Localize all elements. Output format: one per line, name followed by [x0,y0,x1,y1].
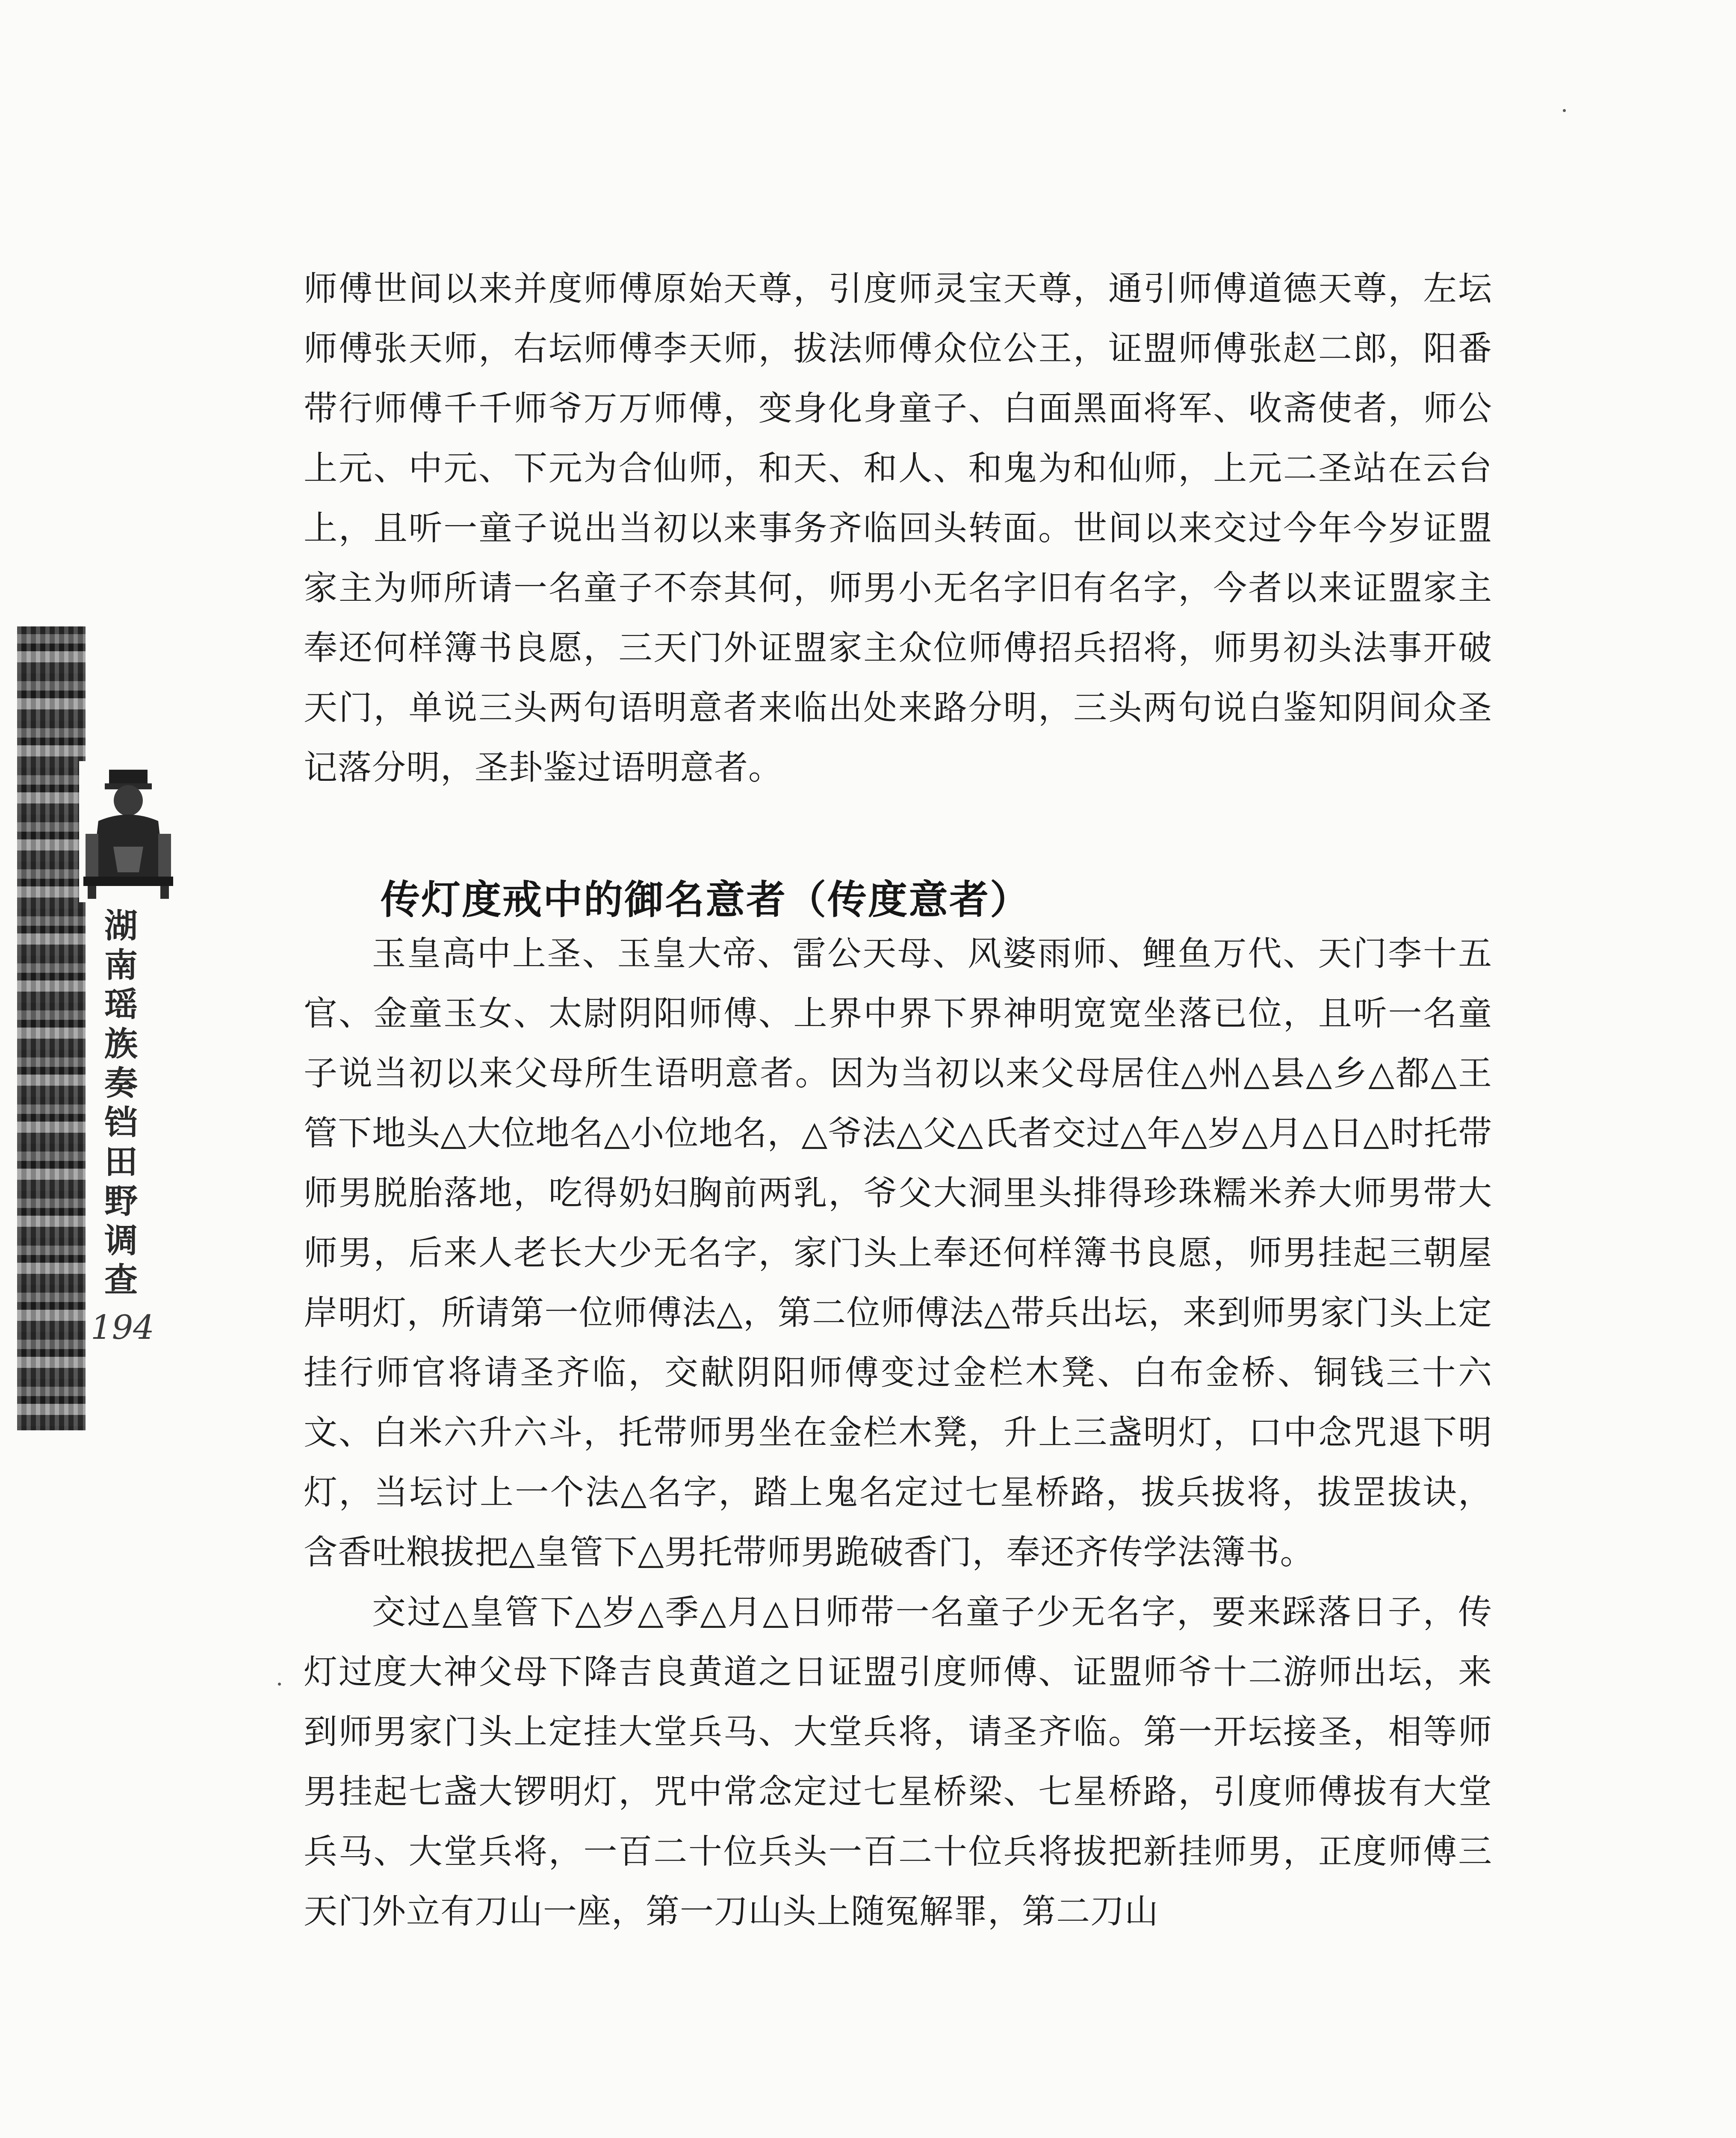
scan-speck [278,1683,281,1686]
text-block-section [304,924,1492,1941]
page-number: 194 [91,1308,154,1347]
scan-speck [1563,109,1566,112]
decorative-border [17,626,86,1430]
section-heading: 传灯度戒中的御名意者（传度意者） [381,877,1031,923]
book-title-vertical: 湖南瑶族奏铛田野调查 [104,907,138,1299]
text-block-top [304,259,1492,797]
paragraph: 交过△皇管下△岁△季△月△日师带一名童子少无名字，要来踩落日子，传灯过度大神父母下降吉良黄道之日证盟引度师傅、证盟师爷十二游师出坛，来到师男家门头上定挂大堂兵马、大堂兵将，请圣齐临。第一开坛接圣，相等师男挂起七盏大锣明灯，咒中常念定过七星桥梁、七星桥路，引度师傅拔有大堂兵马、大堂兵将，一百二十位兵头一百二十位兵将拔把新挂师男，正度师傅三天门外立有刀山一座，第一刀山头上随冤解罪，第二刀山 [304,1592,1492,1931]
seated-figure-illustration [79,761,177,902]
paragraph: 师傅世间以来并度师傅原始天尊，引度师灵宝天尊，通引师傅道德天尊，左坛师傅张天师，右坛师傅李天师，拔法师傅众位公王，证盟师傅张赵二郎，阳番带行师傅千千师爷万万师傅，变身化身童子、白面黑面将军、收斋使者，师公上元、中元、下元为合仙师，和天、和人、和鬼为和仙师，上元二圣站在云台上，且听一童子说出当初以来事务齐临回头转面。世间以来交过今年今岁证盟家主为师所请一名童子不奈其何，师男小无名字旧有名字，今者以来证盟家主奉还何样簿书良愿，三天门外证盟家主众位师傅招兵招将，师男初头法事开破天门，单说三头两句语明意者来临出处来路分明，三头两句说白鉴知阴间众圣记落分明，圣卦鉴过语明意者。 [304,269,1492,787]
paragraph: 玉皇高中上圣、玉皇大帝、雷公天母、风婆雨师、鲤鱼万代、天门李十五官、金童玉女、太尉阴阳师傅、上界中界下界神明宽宽坐落已位，且听一名童子说当初以来父母所生语明意者。因为当初以来父母居住△州△县△乡△都△王管下地头△大位地名△小位地名，△爷法△父△氏者交过△年△岁△月△日△时托带师男脱胎落地，吃得奶妇胸前两乳，爷父大洞里头排得珍珠糯米养大师男带大师男，后来人老长大少无名字，家门头上奉还何样簿书良愿，师男挂起三朝屋岸明灯，所请第一位师傅法△，第二位师傅法△带兵出坛，来到师男家门头上定挂行师官将请圣齐临，交献阴阳师傅变过金栏木凳、白布金桥、铜钱三十六文、白米六升六斗，托带师男坐在金栏木凳，升上三盏明灯，口中念咒退下明灯，当坛讨上一个法△名字，踏上鬼名定过七星桥路，拔兵拔将，拔罡拔诀，含香吐粮拔把△皇管下△男托带师男跪破香门，奉还齐传学法簿书。 [304,934,1492,1572]
